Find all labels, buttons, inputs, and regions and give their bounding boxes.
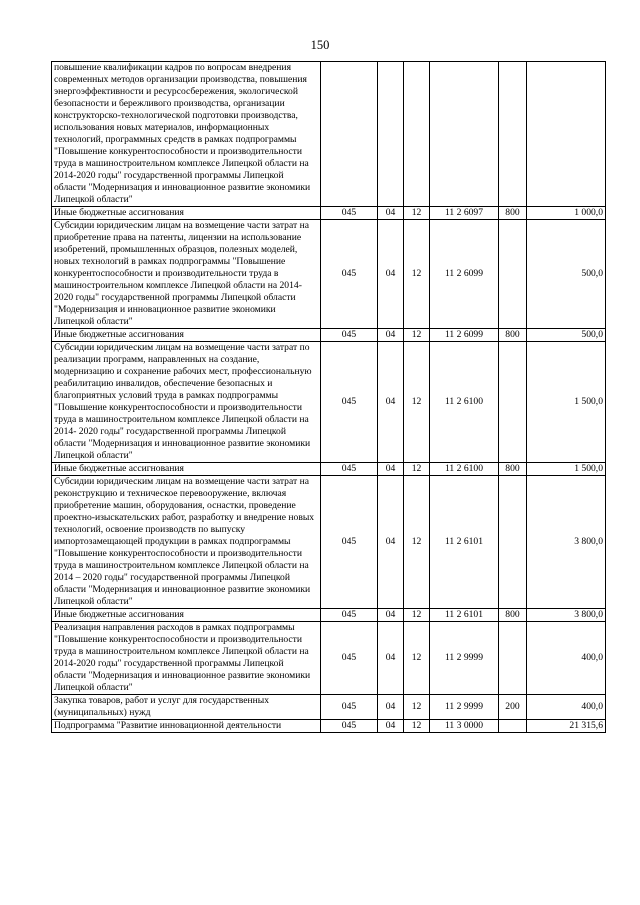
table-row (52, 622, 606, 695)
table-body (52, 62, 606, 733)
amount-cell: 3 800,0 (527, 476, 606, 609)
target-article-cell: 11 2 6101 (430, 476, 499, 609)
expense-type-cell (499, 220, 527, 329)
target-article-cell: 11 2 6099 (430, 329, 499, 342)
table-row (52, 463, 606, 476)
subsection-code-cell (404, 62, 430, 207)
grbs-code-cell: 045 (321, 220, 378, 329)
expense-type-cell (499, 342, 527, 463)
section-code-cell: 04 (378, 695, 404, 720)
amount-cell: 500,0 (527, 220, 606, 329)
target-article-cell: 11 2 6100 (430, 463, 499, 476)
section-code-cell: 04 (378, 220, 404, 329)
row-name-cell: Субсидии юридическим лицам на возмещение части затрат на реконструкцию и техническое перевооружение, включая приобретение машин, оборудования, оснастки, проведение проектно-изыскательских работ, разработку и внедрение новых технологий, освоение производств по выпуску импортозамещающей продукции в рамках подпрограммы "Повышение конкурентоспособности и производительности труда в машиностроительном комплексе Липецкой области на 2014 – 2020 годы" государственной программы Липецкой области "Модернизация и инновационное развитие экономики Липецкой области" (52, 476, 321, 609)
grbs-code-cell: 045 (321, 720, 378, 733)
expense-type-cell: 800 (499, 207, 527, 220)
subsection-code-cell: 12 (404, 720, 430, 733)
row-name-cell: Субсидии юридическим лицам на возмещение части затрат на приобретение права на патенты, лицензии на использование изобретений, промышленных образцов, полезных моделей, новых технологий в рамках подпрограммы "Повышение конкурентоспособности и производительности труда в машиностроительном комплексе Липецкой области на 2014- 2020 годы" государственной программы Липецкой области "Модернизация и инновационное развитие экономики Липецкой области" (52, 220, 321, 329)
grbs-code-cell: 045 (321, 342, 378, 463)
subsection-code-cell: 12 (404, 695, 430, 720)
expense-type-cell (499, 622, 527, 695)
row-name-cell: Иные бюджетные ассигнования (52, 329, 321, 342)
amount-cell (527, 62, 606, 207)
expense-type-cell: 800 (499, 329, 527, 342)
section-code-cell: 04 (378, 622, 404, 695)
grbs-code-cell: 045 (321, 622, 378, 695)
expense-type-cell (499, 476, 527, 609)
page-number: 150 (310, 38, 330, 52)
section-code-cell: 04 (378, 329, 404, 342)
amount-cell: 400,0 (527, 695, 606, 720)
subsection-code-cell: 12 (404, 476, 430, 609)
target-article-cell: 11 2 6097 (430, 207, 499, 220)
expense-type-cell: 800 (499, 463, 527, 476)
subsection-code-cell: 12 (404, 463, 430, 476)
target-article-cell: 11 2 6099 (430, 220, 499, 329)
grbs-code-cell: 045 (321, 695, 378, 720)
table-row (52, 207, 606, 220)
table-row (52, 695, 606, 720)
row-name-cell: Иные бюджетные ассигнования (52, 609, 321, 622)
grbs-code-cell: 045 (321, 207, 378, 220)
grbs-code-cell: 045 (321, 463, 378, 476)
row-name-cell: Закупка товаров, работ и услуг для государственных (муниципальных) нужд (52, 695, 321, 720)
target-article-cell: 11 2 6101 (430, 609, 499, 622)
amount-cell: 3 800,0 (527, 609, 606, 622)
row-name-cell: Иные бюджетные ассигнования (52, 463, 321, 476)
grbs-code-cell: 045 (321, 476, 378, 609)
target-article-cell: 11 2 9999 (430, 695, 499, 720)
section-code-cell: 04 (378, 609, 404, 622)
row-name-cell: Субсидии юридическим лицам на возмещение части затрат по реализации программ, направленных на создание, модернизацию и сохранение рабочих мест, профессиональную реабилитацию инвалидов, обеспечение безопасных и благоприятных условий труда в рамках подпрограммы "Повышение конкурентоспособности и производительности труда в машиностроительном комплексе Липецкой области на 2014- 2020 годы" государственной программы Липецкой области "Модернизация и инновационное развитие экономики Липецкой области" (52, 342, 321, 463)
grbs-code-cell: 045 (321, 609, 378, 622)
budget-table (51, 61, 606, 733)
amount-cell: 1 000,0 (527, 207, 606, 220)
table-row (52, 329, 606, 342)
amount-cell: 500,0 (527, 329, 606, 342)
row-name-cell: Реализация направления расходов в рамках подпрограммы "Повышение конкурентоспособности и производительности труда в машиностроительном комплексе Липецкой области на 2014-2020 годы" государственной программы Липецкой области "Модернизация и инновационное развитие экономики Липецкой области" (52, 622, 321, 695)
section-code-cell (378, 62, 404, 207)
subsection-code-cell: 12 (404, 622, 430, 695)
target-article-cell: 11 2 6100 (430, 342, 499, 463)
grbs-code-cell: 045 (321, 329, 378, 342)
expense-type-cell (499, 62, 527, 207)
expense-type-cell: 800 (499, 609, 527, 622)
amount-cell: 21 315,6 (527, 720, 606, 733)
section-code-cell: 04 (378, 463, 404, 476)
table-row (52, 720, 606, 733)
row-name-cell: повышение квалификации кадров по вопросам внедрения современных методов организации производства, повышения энергоэффективности и ресурсосбережения, экологической безопасности и бережливого производства, организации конструкторско-технологической подготовки производства, использования новых материалов, информационных технологий, программных средств в рамках подпрограммы "Повышение конкурентоспособности и производительности труда в машиностроительном комплексе Липецкой области на 2014-2020 годы" государственной программы Липецкой области "Модернизация и инновационное развитие экономики Липецкой области" (52, 62, 321, 207)
subsection-code-cell: 12 (404, 342, 430, 463)
target-article-cell (430, 62, 499, 207)
section-code-cell: 04 (378, 720, 404, 733)
target-article-cell: 11 2 9999 (430, 622, 499, 695)
expense-type-cell (499, 720, 527, 733)
subsection-code-cell: 12 (404, 220, 430, 329)
table-row (52, 342, 606, 463)
subsection-code-cell: 12 (404, 329, 430, 342)
section-code-cell: 04 (378, 207, 404, 220)
amount-cell: 1 500,0 (527, 342, 606, 463)
section-code-cell: 04 (378, 476, 404, 609)
table-row (52, 476, 606, 609)
amount-cell: 1 500,0 (527, 463, 606, 476)
subsection-code-cell: 12 (404, 207, 430, 220)
target-article-cell: 11 3 0000 (430, 720, 499, 733)
section-code-cell: 04 (378, 342, 404, 463)
table-row (52, 609, 606, 622)
row-name-cell: Иные бюджетные ассигнования (52, 207, 321, 220)
grbs-code-cell (321, 62, 378, 207)
subsection-code-cell: 12 (404, 609, 430, 622)
table-row (52, 220, 606, 329)
expense-type-cell: 200 (499, 695, 527, 720)
amount-cell: 400,0 (527, 622, 606, 695)
row-name-cell: Подпрограмма "Развитие инновационной деятельности (52, 720, 321, 733)
table-row (52, 62, 606, 207)
